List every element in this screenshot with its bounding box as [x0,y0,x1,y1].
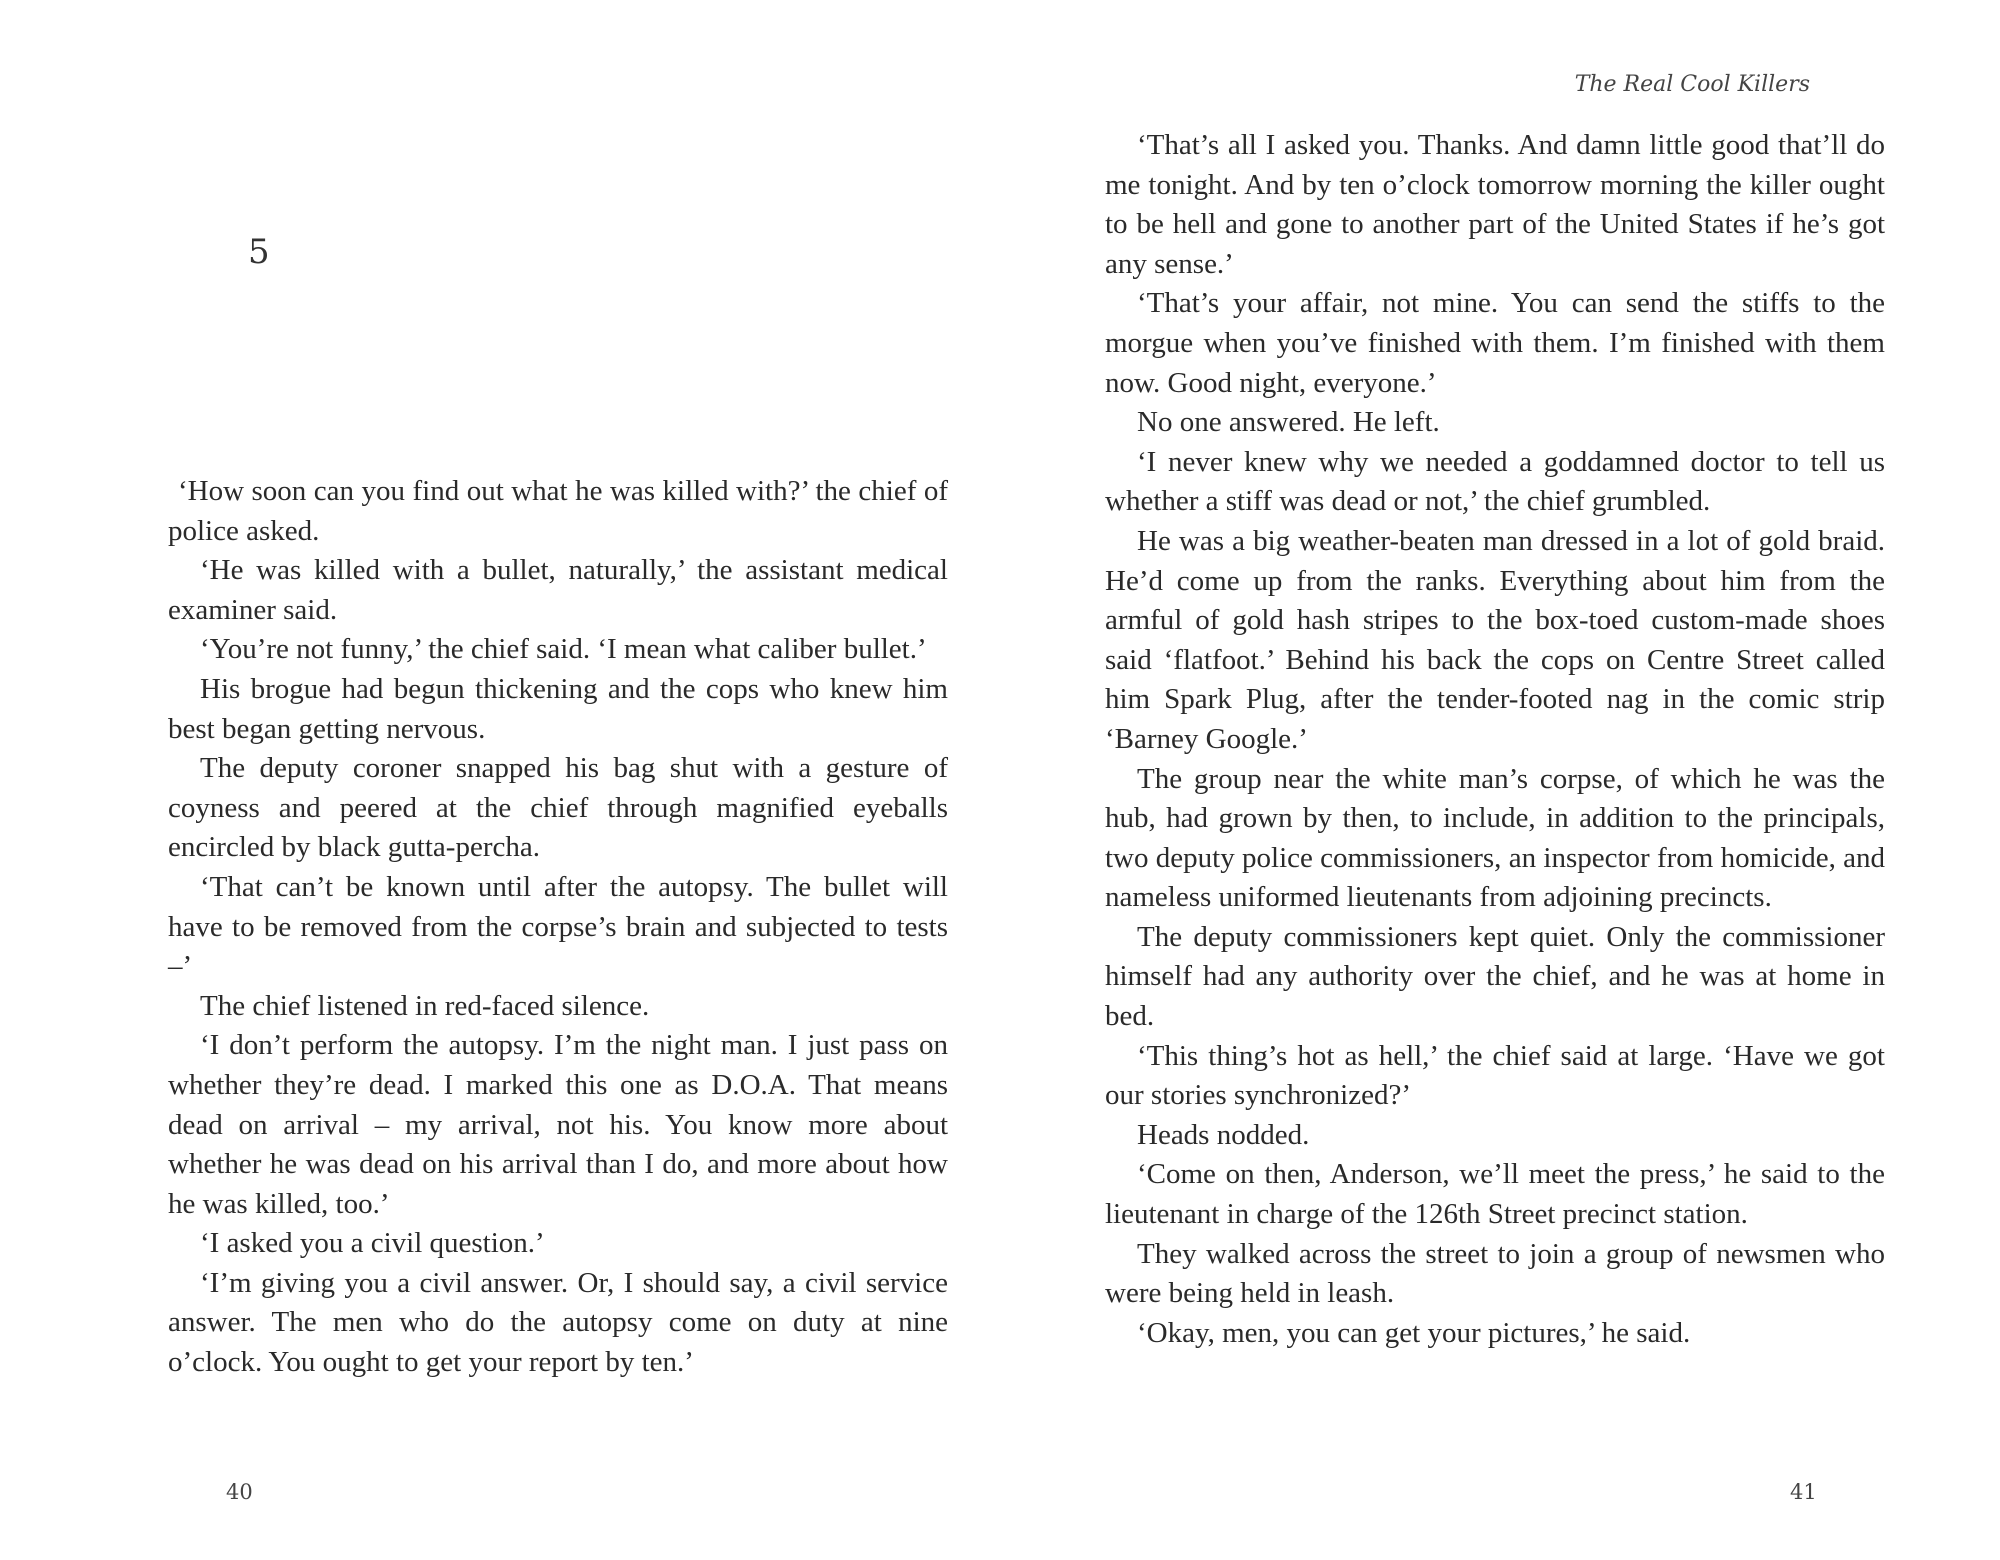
paragraph: They walked across the street to join a group of newsmen who were being held in leash. [1105,1237,1885,1310]
paragraph: ‘That can’t be known until after the autopsy. The bullet will have to be removed from the corpse’s brain and subjected to tests –’ [168,870,948,983]
paragraph: ‘I never knew why we needed a goddamned doctor to tell us whether a stiff was dead or not,’ the chief grumbled. [1105,445,1885,518]
paragraph: ‘I’m giving you a civil answer. Or, I should say, a civil service answer. The men who do the autopsy come on duty at nine o’clock. You ought to get your report by ten.’ [168,1266,948,1379]
paragraph: The deputy coroner snapped his bag shut with a gesture of coyness and peered at the chief through magnified eyeballs encircled by black gutta-percha. [168,752,948,864]
paragraph: The chief listened in red-faced silence. [200,989,650,1022]
paragraph: No one answered. He left. [1137,406,1440,439]
paragraph: The deputy commissioners kept quiet. Only the commissioner himself had any authority over the chief, and he was at home in bed. [1105,920,1885,1033]
paragraph: ‘This thing’s hot as hell,’ the chief said at large. ‘Have we got our stories synchronized?’ [1105,1039,1885,1112]
paragraph: ‘How soon can you find out what he was killed with?’ the chief of police asked. [168,475,948,547]
paragraph: ‘Okay, men, you can get your pictures,’ he said. [1137,1316,1691,1349]
chapter-number: 5 [248,232,270,272]
right-body-text [1105,126,1885,1353]
page-number: 41 [1790,1480,1817,1504]
paragraph: ‘Come on then, Anderson, we’ll meet the press,’ he said to the lieutenant in charge of the 126th Street precinct station. [1105,1158,1885,1231]
paragraph: ‘I don’t perform the autopsy. I’m the night man. I just pass on whether they’re dead. I marked this one as D.O.A. That means dead on arrival – my arrival, not his. You know more about whether he was dead on his arrival than I do, and more about how he was killed, too.’ [168,1029,948,1220]
paragraph: The group near the white man’s corpse, of which he was the hub, had grown by then, to include, in addition to the principals, two deputy police commissioners, an inspector from homicide, and nameless uniformed lieutenants from adjoining precincts. [1105,762,1885,914]
paragraph: His brogue had begun thickening and the cops who knew him best began getting nervous. [168,672,948,745]
paragraph: Heads nodded. [1137,1118,1310,1151]
paragraph: ‘I asked you a civil question.’ [200,1227,545,1260]
right-page [1000,0,2000,1560]
paragraph: ‘You’re not funny,’ the chief said. ‘I mean what caliber bullet.’ [200,633,927,666]
page-number: 40 [226,1480,253,1504]
paragraph: ‘That’s your affair, not mine. You can send the stiffs to the morgue when you’ve finished with them. I’m finished with them now. Good night, everyone.’ [1105,287,1885,399]
left-body-text [168,472,948,1383]
paragraph: ‘That’s all I asked you. Thanks. And damn little good that’ll do me tonight. And by ten o’clock tomorrow morning the killer ought to be hell and gone to another part of the United States if he’s got any sense.’ [1105,129,1885,280]
paragraph: ‘He was killed with a bullet, naturally,’ the assistant medical examiner said. [168,554,948,626]
running-head: The Real Cool Killers [1574,72,1810,97]
paragraph: He was a big weather-beaten man dressed in a lot of gold braid. He’d come up from the ranks. Everything about him from the armful of gold hash stripes to the box-toed custom-made shoes said ‘flatfoot.’ Behind his back the cops on Centre Street called him Spark Plug, after the tender-footed nag in the comic strip ‘Barney Google.’ [1105,524,1885,755]
